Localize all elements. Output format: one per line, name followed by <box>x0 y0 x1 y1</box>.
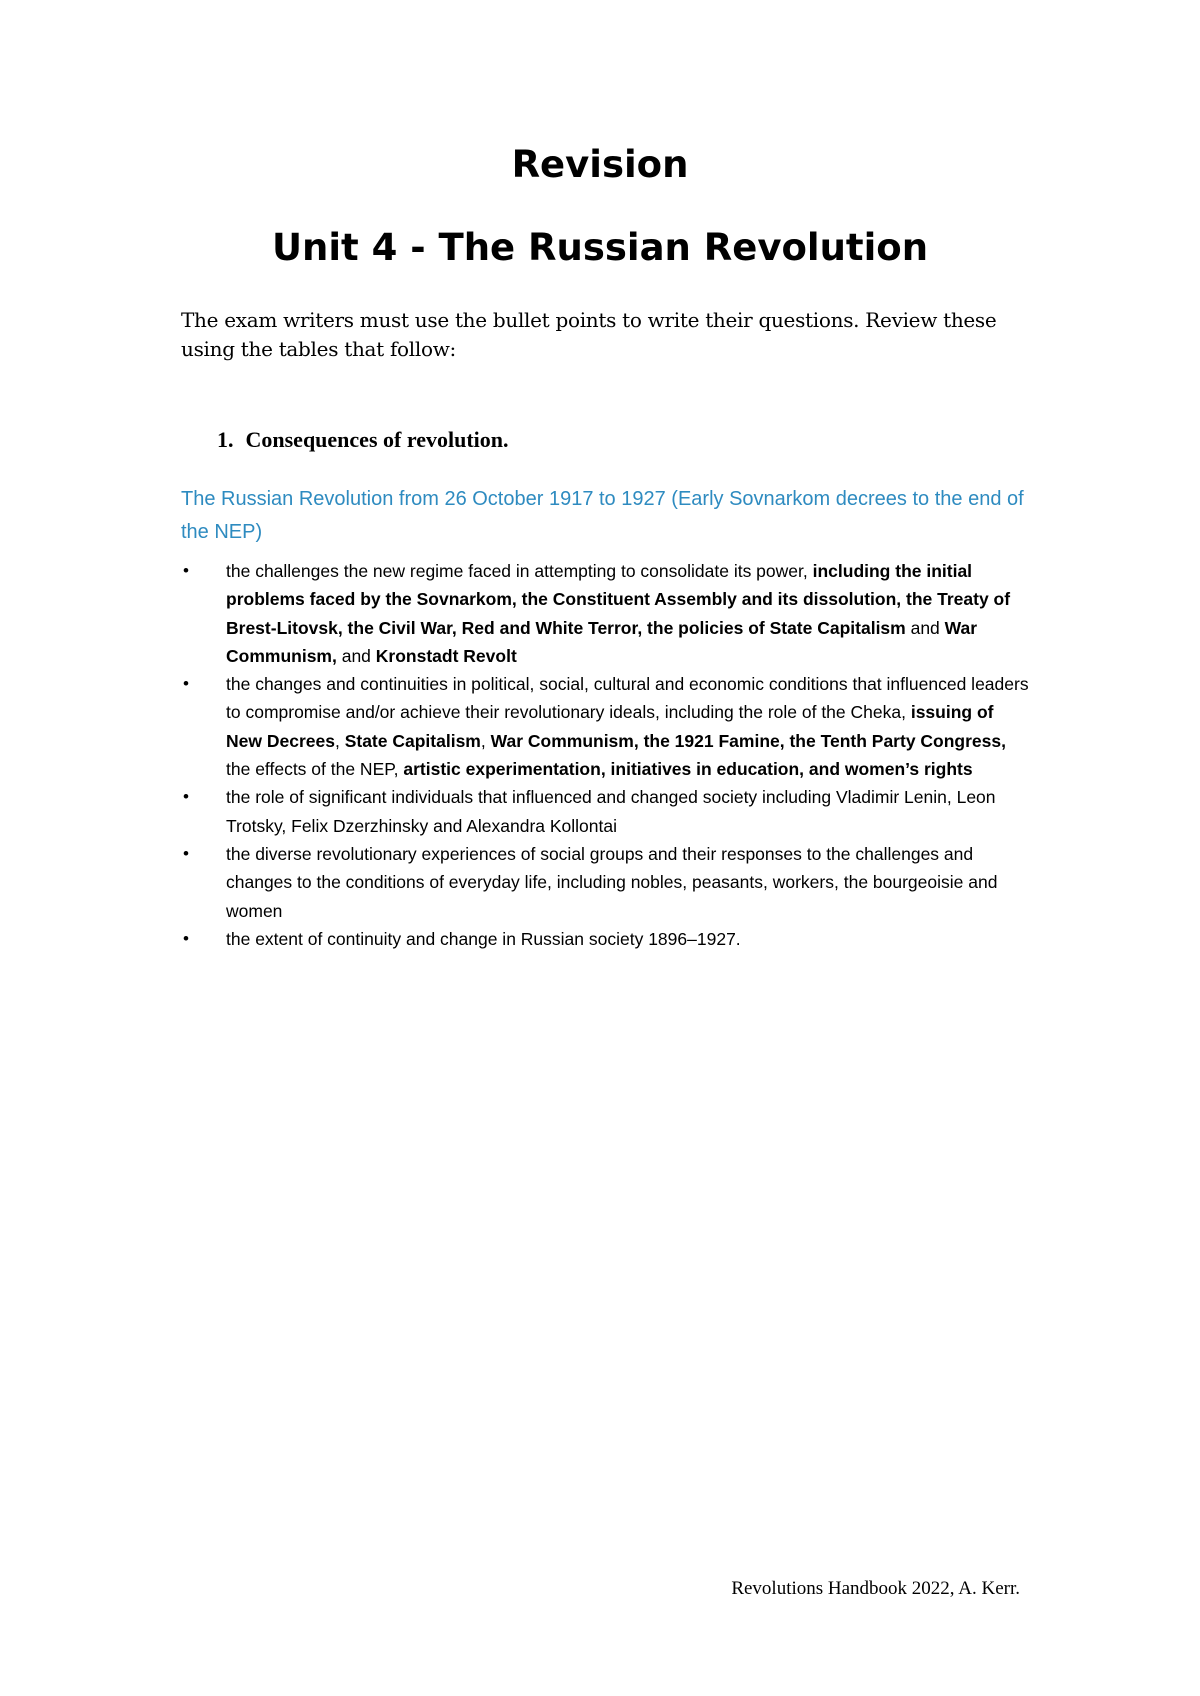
key-knowledge-list <box>181 557 1031 953</box>
bullet-text: , <box>480 730 491 751</box>
document-title: Revision <box>511 143 689 186</box>
bullet-text: the extent of continuity and change in Russian society 1896–1927. <box>226 928 741 949</box>
bullet-text: and <box>905 617 945 638</box>
bullet-text-bold: War Communism, the 1921 Famine, the Tenth Party Congress, <box>490 730 1006 751</box>
bullet-text: the diverse revolutionary experiences of social groups and their responses to the challenges and changes to the conditions of everyday life, including nobles, peasants, workers, the bourgeoisie and women <box>226 843 998 921</box>
list-item <box>181 670 1031 783</box>
area-of-study-title: The Russian Revolution from 26 October 1917 to 1927 (Early Sovnarkom decrees to the end of the NEP) <box>181 488 1024 543</box>
bullet-icon: • <box>183 674 189 694</box>
bullet-icon: • <box>183 787 189 807</box>
bullet-icon: • <box>183 928 189 948</box>
bullet-text-bold: including the initial problems faced by the Sovnarkom, the Constituent Assembly and its dissolution, the Treaty of Brest-Litovsk, the Civil War, Red and White Terror, the policies of State Capitalism <box>226 561 1011 638</box>
bullet-text: , <box>334 730 345 751</box>
bullet-text-bold: Kronstadt Revolt <box>375 645 517 666</box>
bullet-text: the role of significant individuals that influenced and changed society including Vladimir Lenin, Leon Trotsky, Felix Dzerzhinsky and Alexandra Kollontai <box>226 787 996 836</box>
section-heading <box>217 427 509 453</box>
intro-paragraph: The exam writers must use the bullet points to write their questions. Review these using the tables that follow: <box>181 308 997 361</box>
bullet-text: the effects of the NEP, <box>226 759 404 780</box>
bullet-text: and <box>336 645 376 666</box>
list-item <box>181 557 1031 670</box>
list-item <box>181 783 1031 840</box>
section-heading-text: Consequences of revolution. <box>245 427 509 452</box>
list-item <box>181 925 1031 953</box>
list-item <box>181 840 1031 925</box>
document-subtitle: Unit 4 - The Russian Revolution <box>271 226 929 269</box>
bullet-text-bold: artistic experimentation, initiatives in education, and women’s rights <box>403 759 973 780</box>
bullet-text: the changes and continuities in political, social, cultural and economic conditions that influenced leaders to compromise and/or achieve their revolutionary ideals, including the role of the Cheka, <box>226 674 1029 723</box>
bullet-text-bold: issuing of New Decrees <box>226 702 994 751</box>
bullet-text-bold: War Communism, <box>226 617 978 666</box>
bullet-text: the challenges the new regime faced in attempting to consolidate its power, <box>226 561 813 581</box>
bullet-icon: • <box>183 561 189 580</box>
page-footer: Revolutions Handbook 2022, A. Kerr. <box>731 1578 1020 1599</box>
section-number: 1. <box>217 427 234 452</box>
bullet-icon: • <box>183 843 189 863</box>
bullet-text-bold: State Capitalism <box>344 730 481 751</box>
